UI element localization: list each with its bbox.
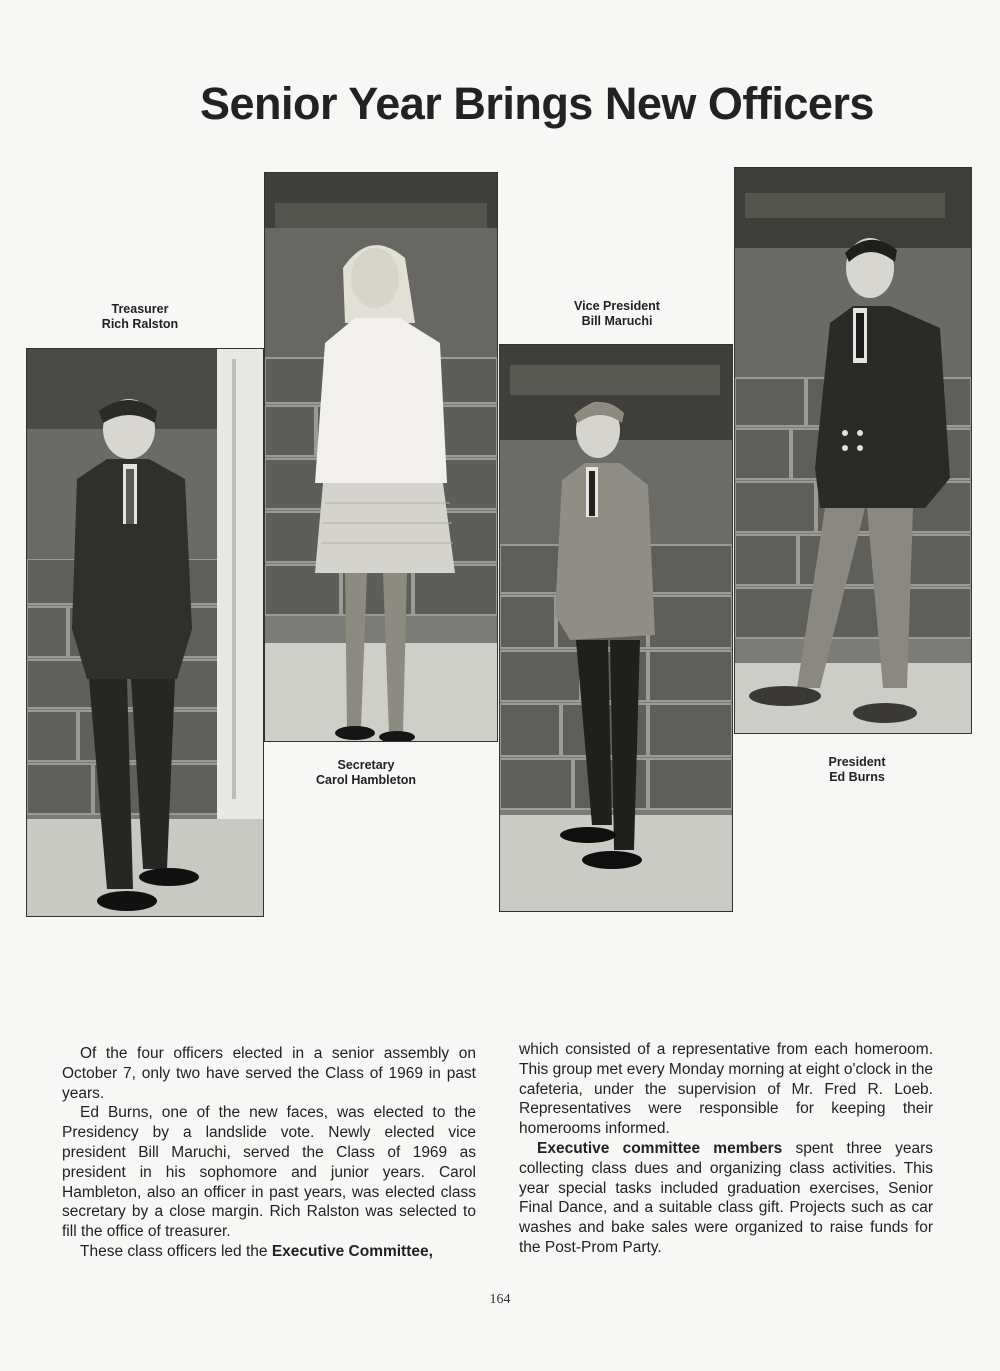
officer-role: Secretary	[337, 758, 395, 772]
photo-treasurer	[26, 348, 264, 917]
article-bold-text: Executive Committee,	[271, 1242, 433, 1260]
caption-treasurer	[60, 302, 220, 332]
page-number: 164	[489, 1292, 511, 1307]
caption-vice-president	[537, 299, 697, 329]
article-column-left	[62, 1044, 476, 1262]
officer-role: Vice President	[574, 299, 660, 313]
article-paragraph: Of the four officers elected in a senior assembly on October 7, only two have served the Class of 1969 in past years.	[62, 1045, 476, 1102]
officer-name: Rich Ralston	[101, 317, 179, 331]
officer-name: Carol Hambleton	[315, 773, 416, 787]
page-title: Senior Year Brings New Officers	[200, 78, 874, 129]
article-paragraph	[519, 1139, 933, 1258]
article-text: spent three years collecting class dues and organizing class activities. This year special tasks included graduation exercises, Senior Final Dance, and a suitable class gift. Projects such as car washes and bake sales were organized to raise funds for the Post-Prom Party.	[519, 1139, 933, 1256]
article-text: These class officers led the	[80, 1242, 272, 1260]
officer-role: President	[828, 755, 886, 769]
officer-name: Ed Burns	[829, 770, 885, 784]
caption-secretary	[286, 758, 446, 788]
photo-vice-president-image	[500, 345, 732, 911]
photo-president	[734, 167, 972, 734]
photo-president-image	[735, 168, 971, 733]
officer-role: Treasurer	[111, 302, 169, 316]
photo-treasurer-image	[27, 349, 263, 916]
photo-secretary-image	[265, 173, 497, 741]
article-column-right	[519, 1040, 933, 1258]
officer-name: Bill Maruchi	[581, 314, 653, 328]
photo-secretary	[264, 172, 498, 742]
photo-vice-president	[499, 344, 733, 912]
caption-president	[777, 755, 937, 785]
article-paragraph: Ed Burns, one of the new faces, was elected to the Presidency by a landslide vote. Newly elected vice president Bill Maruchi, served the Class of 1969 as president in his sophomore and junior years. Carol Hambleton, also an officer in past years, was elected class secretary by a close margin. Rich Ralston was selected to fill the office of treasurer.	[62, 1104, 476, 1241]
article-paragraph: which consisted of a representative from each homeroom. This group met every Monday morning at eight o'clock in the cafeteria, under the supervision of Mr. Fred R. Loeb. Representatives were responsible for keeping their homerooms informed.	[519, 1041, 933, 1138]
article-bold-text: Executive committee members	[537, 1139, 783, 1157]
article-paragraph	[62, 1242, 476, 1262]
